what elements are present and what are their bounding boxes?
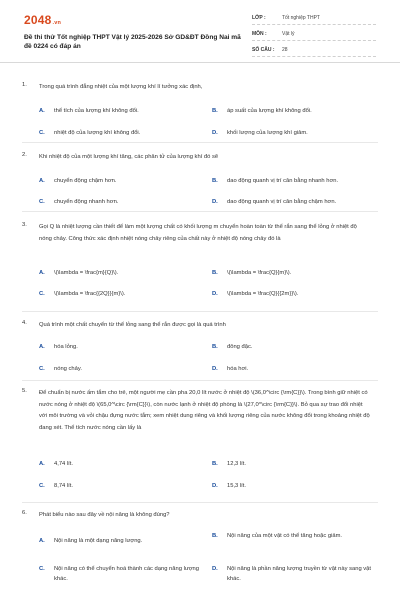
option-letter: A.	[39, 178, 45, 184]
meta-label: SỐ CÂU :	[252, 46, 275, 53]
option-text: khối lượng của lượng khí giảm.	[227, 130, 308, 136]
question-text: Gọi Q là nhiệt lượng cần thiết để làm một lượng chất có khối lượng m chuyển hoàn toàn từ thể rắn sang thể lỏng ở nhiệt độ nóng chảy. Công thức xác định nhiệt nóng chảy riêng của chất này ở nhiệt độ nóng chảy đó là	[39, 224, 357, 242]
logo-suffix: .vn	[52, 20, 62, 26]
meta-row-subject	[252, 27, 376, 41]
option-letter: A.	[39, 108, 45, 114]
option-letter: C.	[39, 566, 45, 572]
option-letter: B.	[212, 108, 218, 114]
option-letter: B.	[212, 178, 218, 184]
meta-row-count	[252, 43, 376, 57]
option-text: áp suất của lượng khí không đổi.	[227, 108, 312, 114]
option-letter: B.	[212, 270, 218, 276]
option-text: nhiệt độ của lượng khí không đổi.	[54, 130, 141, 136]
question-number: 5.	[22, 388, 27, 394]
question-number: 6.	[22, 510, 27, 516]
option-text: đông đặc.	[227, 344, 253, 350]
option-text: hóa hơi.	[227, 366, 249, 372]
option-letter: A.	[39, 538, 45, 544]
option-text: chuyển động nhanh hơn.	[54, 199, 119, 205]
question-divider	[22, 211, 378, 212]
option-letter: B.	[212, 461, 218, 467]
option-text: Nội năng có thể chuyển hoá thành các dạng năng lượng khác.	[54, 566, 199, 582]
meta-row-class	[252, 11, 376, 25]
site-logo[interactable]	[24, 13, 61, 27]
exam-meta	[252, 11, 376, 59]
meta-label: LỚP :	[252, 14, 266, 21]
question-divider	[22, 380, 378, 381]
option-text: \(\lambda = \frac{m}{Q}\).	[54, 270, 119, 276]
option-text: 4,74 lít.	[54, 461, 74, 467]
option-letter: D.	[212, 130, 218, 136]
option-letter: A.	[39, 344, 45, 350]
question-number: 4.	[22, 320, 27, 326]
meta-label: MÔN :	[252, 30, 267, 37]
question-number: 1.	[22, 82, 27, 88]
option-letter: D.	[212, 199, 218, 205]
option-text: Nội năng là phần năng lượng truyền từ vật này sang vật khác.	[227, 566, 372, 582]
question-number: 2.	[22, 152, 27, 158]
exam-title: Đề thi thử Tốt nghiệp THPT Vật lý 2025-2026 Sở GD&ĐT Đồng Nai mã đề 0224 có đáp án	[24, 34, 241, 50]
option-text: 8,74 lít.	[54, 483, 74, 489]
option-letter: D.	[212, 366, 218, 372]
option-text: 15,3 lít.	[227, 483, 247, 489]
option-text: 12,3 lít.	[227, 461, 247, 467]
question-divider	[22, 311, 378, 312]
question-divider	[22, 142, 378, 143]
option-letter: B.	[212, 344, 218, 350]
option-letter: D.	[212, 566, 218, 572]
question-text: Phát biểu nào sau đây về nội năng là không đúng?	[39, 512, 170, 518]
question-text: Để chuẩn bị nước ấm tắm cho trẻ, một người mẹ cần pha 20,0 lít nước ở nhiệt độ \(36,0^\circ {\rm{C}}\). Trong bình giữ nhiệt có nước nóng ở nhiệt độ \(65,0^\circ {\rm{C}}\), còn nước lạnh ở nhiệt độ phòng là \(27,0^\circ {\rm{C}}\). Bỏ qua sự trao đổi nhiệt với môi trường và vỏi chậu đựng nước tắm; xem nhiệt dung riêng và khối lượng riêng của nước không đổi trong khoảng nhiệt độ đang xét. Thể tích nước nóng cần lấy là	[39, 390, 370, 431]
option-letter: A.	[39, 461, 45, 467]
option-letter: B.	[212, 533, 218, 539]
option-letter: A.	[39, 270, 45, 276]
option-letter: C.	[39, 291, 45, 297]
option-text: dao động quanh vị trí cân bằng nhanh hơn.	[227, 178, 339, 184]
exam-header	[0, 0, 400, 63]
option-letter: C.	[39, 199, 45, 205]
question-text: Trong quá trình đẳng nhiệt của một lượng khí lí tưởng xác định,	[39, 84, 203, 90]
question-text: Khi nhiệt độ của một lượng khí tăng, các phân tử của lượng khí đó sẽ	[39, 154, 219, 160]
option-text: hóa lỏng.	[54, 344, 78, 350]
option-letter: C.	[39, 366, 45, 372]
option-text: thể tích của lượng khí không đổi.	[54, 108, 139, 114]
option-letter: D.	[212, 291, 218, 297]
meta-value: Tốt nghiệp THPT	[282, 14, 320, 21]
meta-value: 28	[282, 46, 288, 53]
option-text: dao động quanh vị trí cân bằng chậm hơn.	[227, 199, 337, 205]
option-letter: C.	[39, 130, 45, 136]
meta-value: Vật lý	[282, 30, 295, 37]
logo-main: 2048	[24, 13, 52, 27]
option-letter: C.	[39, 483, 45, 489]
option-text: \(\lambda = \frac{Q}{{2m}}\).	[227, 291, 299, 297]
option-text: Nội năng là một dạng năng lượng.	[54, 538, 143, 544]
option-text: \(\lambda = \frac{{2Q}}{m}\).	[54, 291, 126, 297]
question-number: 3.	[22, 222, 27, 228]
option-text: chuyển động chậm hơn.	[54, 178, 117, 184]
question-divider	[22, 502, 378, 503]
option-text: Nội năng của một vật có thể tăng hoặc giảm.	[227, 533, 343, 539]
question-text: Quá trình một chất chuyển từ thể lỏng sang thể rắn được gọi là quá trình	[39, 322, 226, 328]
option-text: \(\lambda = \frac{Q}{m}\).	[227, 270, 292, 276]
option-letter: D.	[212, 483, 218, 489]
option-text: nóng chảy.	[54, 366, 82, 372]
